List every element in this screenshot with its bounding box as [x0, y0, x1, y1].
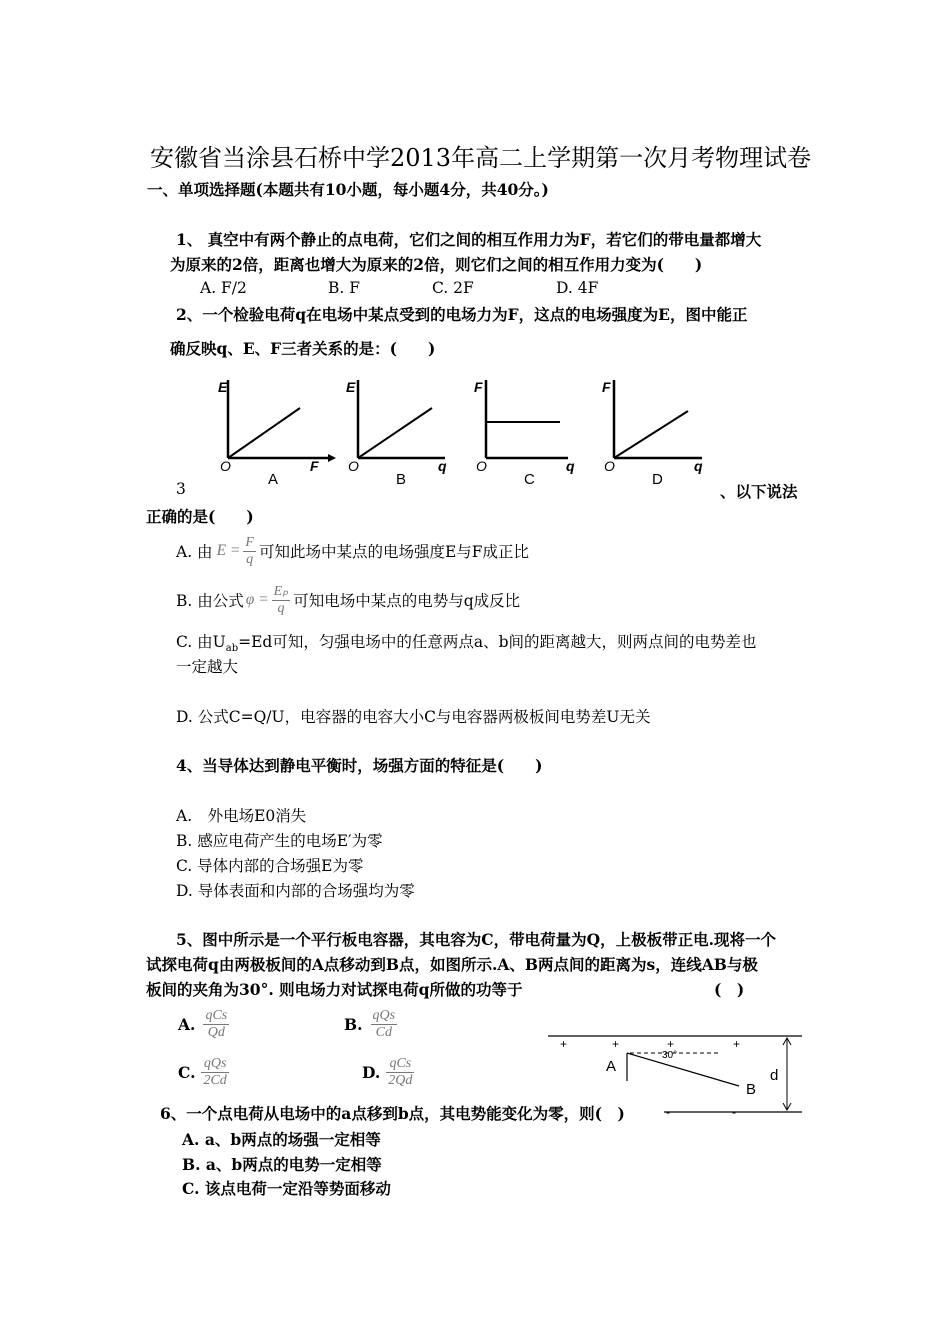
graph-a-origin: O	[220, 458, 231, 474]
plus-sign: +	[612, 1037, 620, 1051]
plus-sign: +	[667, 1037, 675, 1051]
plus-sign: +	[733, 1037, 741, 1051]
graph-a-caption: A	[268, 471, 279, 488]
q4-option-a: A. 外电场E0消失	[176, 807, 307, 825]
graph-c-caption: C	[524, 471, 535, 488]
q3-option-b: B. 由公式 φ = $\frac{\text{Eₚ}}{q}$ 可知电场中某点的电势与q成反比	[176, 583, 521, 616]
q3-option-a: A. 由 E = $\frac{F}{q}$ 可知此场中某点的电场强度E与F成正比	[176, 534, 530, 567]
graph-d-x-label: q	[694, 458, 703, 474]
minus-sign: -	[732, 1105, 736, 1118]
q5-line3: 板间的夹角为30°. 则电场力对试探电荷q所做的功等于	[146, 980, 523, 999]
graph-d-y-label: F	[602, 379, 611, 395]
point-a-label: A	[606, 1058, 617, 1075]
q5-option-c: C. $\frac{\text{qQs}}{2Cd}$	[178, 1055, 227, 1088]
q6-option-a: A. a、b两点的场强一定相等	[182, 1130, 381, 1149]
graph-b-origin: O	[348, 458, 359, 474]
q2-line1: 2、一个检验电荷q在电场中某点受到的电场力为F，这点的电场强度为E，图中能正	[176, 305, 748, 324]
q5-line1: 5、图中所示是一个平行板电容器，其电容为C，带电荷量为Q，上极板带正电.现将一个	[176, 930, 777, 949]
graph-a-x-label: F	[310, 458, 319, 474]
minus-sign: -	[666, 1105, 670, 1118]
point-b-label: B	[746, 1081, 757, 1098]
q6-option-b: B. a、b两点的电势一定相等	[182, 1155, 382, 1174]
graph-b-y-label: E	[346, 379, 356, 395]
graph-a-y-label: E	[218, 379, 228, 395]
q5-option-d: D. $\frac{\text{qCs}}{2Qd}$	[362, 1055, 413, 1088]
q1-line1: 1、 真空中有两个静止的点电荷，它们之间的相互作用力为F，若它们的带电量都增大	[176, 230, 762, 249]
q5-line2: 试探电荷q由两极板间的A点移动到B点，如图所示.A、B两点间的距离为s，连线AB与极	[146, 955, 758, 974]
graph-b	[346, 379, 447, 488]
q3-option-c-line2: 一定越大	[176, 658, 239, 676]
q3-stem-tail: 、以下说法	[720, 482, 798, 501]
q1-option-c: C. 2F	[432, 279, 474, 297]
q3-option-d: D. 公式C=Q/U，电容器的电容大小C与电容器两极板间电势差U无关	[176, 708, 651, 726]
graph-a	[218, 379, 336, 488]
plus-sign: +	[560, 1037, 568, 1051]
graph-c-x-label: q	[566, 458, 575, 474]
page-title: 安徽省当涂县石桥中学2013年高二上学期第一次月考物理试卷	[150, 144, 812, 172]
section-heading: 一、单项选择题(本题共有10小题，每小题4分，共40分。)	[147, 180, 549, 199]
q6-stem: 6、一个点电荷从电场中的a点移到b点，其电势能变化为零，则( )	[160, 1104, 625, 1123]
line-ab	[627, 1053, 739, 1086]
graph-b-caption: B	[396, 471, 407, 488]
q4-stem: 4、当导体达到静电平衡时，场强方面的特征是( )	[176, 756, 543, 775]
graph-c	[474, 379, 575, 488]
q1-option-d: D. 4F	[556, 279, 599, 297]
q3-stem-line2: 正确的是( )	[146, 507, 254, 526]
graph-b-x-label: q	[438, 458, 447, 474]
graph-c-origin: O	[476, 458, 487, 474]
q4-option-b: B. 感应电荷产生的电场E′为零	[176, 832, 383, 850]
q5-option-b: B. $\frac{\text{qQs}}{Cd}$	[344, 1007, 396, 1040]
q2-line2: 确反映q、E、F三者关系的是：( )	[170, 339, 436, 358]
distance-label: d	[770, 1067, 779, 1084]
graph-d-origin: O	[604, 458, 615, 474]
q1-option-b: B. F	[328, 279, 360, 297]
q1-line2: 为原来的2倍，距离也增大为原来的2倍，则它们之间的相互作用力变为( )	[170, 255, 703, 274]
q4-option-c: C. 导体内部的合场强E为零	[176, 857, 364, 875]
graph-d	[602, 379, 703, 488]
graph-d-caption: D	[652, 471, 663, 488]
q3-number: 3	[176, 480, 186, 498]
graph-c-y-label: F	[474, 379, 483, 395]
q5-answer-paren: ( )	[714, 980, 745, 999]
q6-option-c: C. 该点电荷一定沿等势面移动	[182, 1179, 391, 1198]
q1-option-a: A. F/2	[200, 279, 247, 297]
q2-graphs	[200, 372, 720, 492]
q4-option-d: D. 导体表面和内部的合场强均为零	[176, 882, 415, 900]
angle-label: 30°	[662, 1050, 678, 1061]
q3-option-c: C. 由$U_{ab}=Ed$可知，匀强电场中的任意两点a、b间的距离越大，则两点间的电势差也	[176, 633, 757, 655]
q5-option-a: A. $\frac{\text{qCs}}{Qd}$	[178, 1007, 228, 1040]
